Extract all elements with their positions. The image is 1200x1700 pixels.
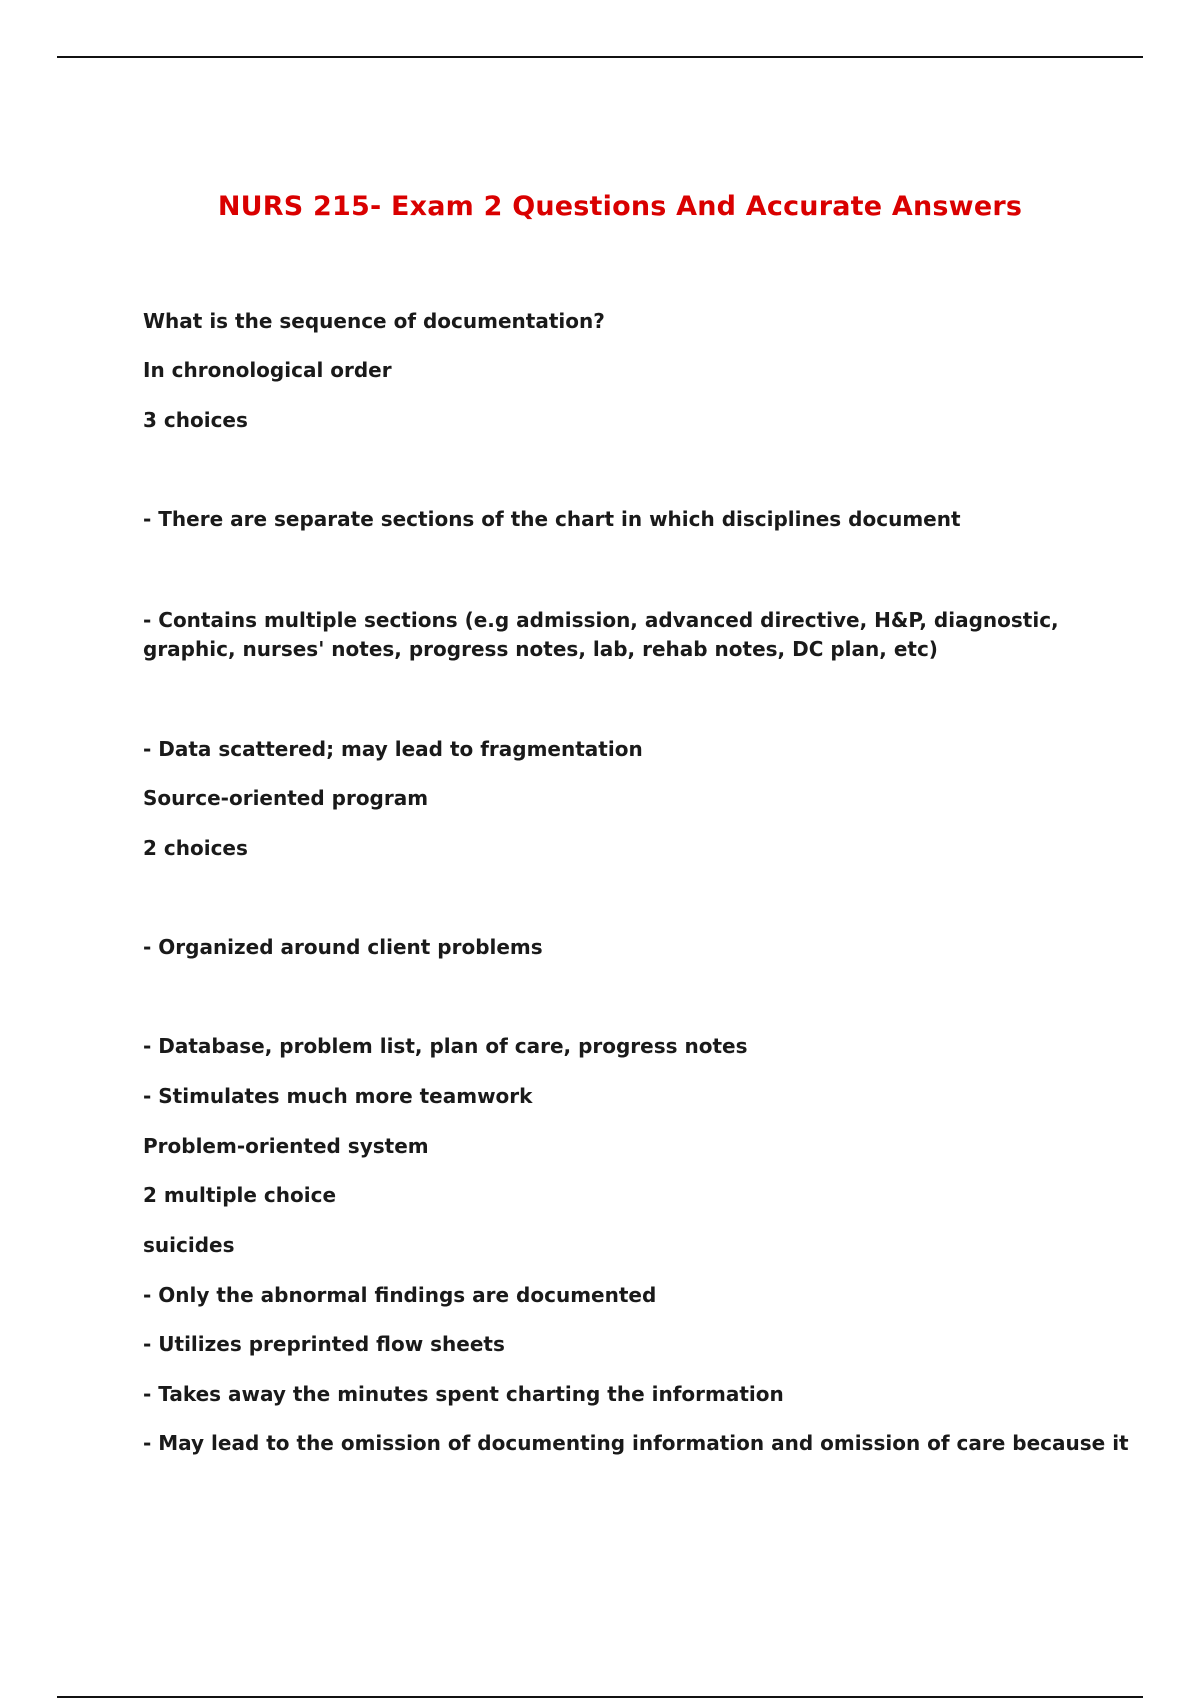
choice-line: - Contains multiple sections (e.g admission, advanced directive, H&P, diagnostic, graphic, nurses' notes, progress notes, lab, rehab notes, DC plan, etc) — [143, 608, 1059, 661]
footer-rule — [57, 1696, 1143, 1698]
choice-line: - Database, problem list, plan of care, progress notes — [143, 1034, 748, 1058]
choice-line: - There are separate sections of the chart in which disciplines document — [143, 507, 961, 531]
choice-line: - Utilizes preprinted flow sheets — [143, 1332, 505, 1356]
choice-line: - Data scattered; may lead to fragmentation — [143, 737, 643, 761]
question-line: suicides — [143, 1233, 235, 1257]
document-title: NURS 215- Exam 2 Questions And Accurate Answers — [217, 191, 1023, 222]
question-line: 2 choices — [143, 836, 248, 860]
answer-line: Source-oriented program — [143, 786, 429, 810]
choice-line: - Only the abnormal findings are documented — [143, 1283, 657, 1307]
choice-line: - Takes away the minutes spent charting the information — [143, 1382, 784, 1406]
choice-line: - Organized around client problems — [143, 935, 543, 959]
question-line: 3 choices — [143, 408, 248, 432]
question-line: What is the sequence of documentation? — [143, 309, 605, 333]
answer-line: In chronological order — [143, 358, 392, 382]
header-rule — [57, 56, 1143, 58]
choice-line: - Stimulates much more teamwork — [143, 1084, 533, 1108]
question-line: 2 multiple choice — [143, 1183, 337, 1207]
choice-line: - May lead to the omission of documenting information and omission of care because it — [143, 1431, 1129, 1455]
answer-line: Problem-oriented system — [143, 1134, 429, 1158]
